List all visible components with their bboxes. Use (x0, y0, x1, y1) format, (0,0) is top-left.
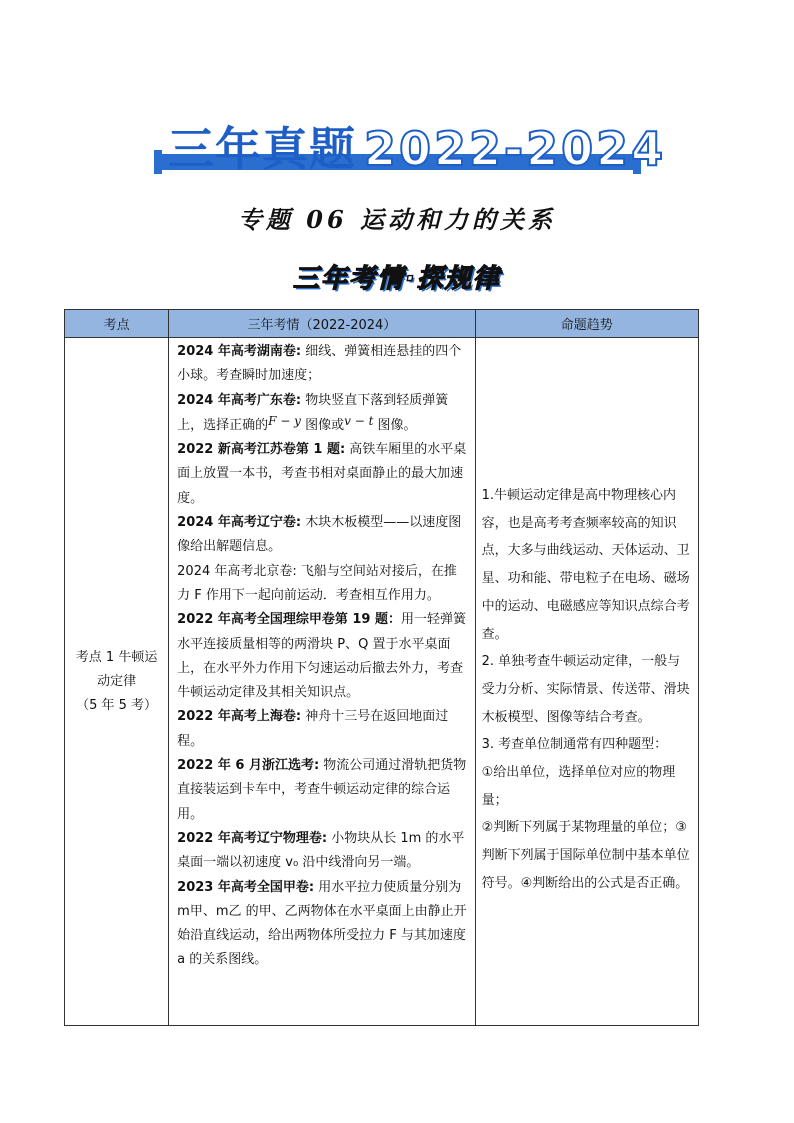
topic-line: 考点 1 牛顿运 (75, 649, 158, 665)
exam-history-cell (169, 338, 475, 1026)
list-item: 2023 年高考全国甲卷: 用水平拉力使质量分别为 m甲、m乙 的甲、乙两物体在水平桌面上由静止开始沿直线运动，给出两物体所受拉力 F 与其加速度 a 的关系图线。 (177, 879, 467, 968)
table-row (65, 338, 699, 1026)
trend-paragraph: 1.牛顿运动定律是高中物理核心内容，也是高考考查频率较高的知识点，大多与曲线运动、天体运动、卫星、功和能、带电粒子在电场、磁场中的运动、电磁感应等知识点综合考查。 (481, 488, 690, 642)
list-item: 2022 年高考全国理综甲卷第 19 题：用一轻弹簧水平连接质量相等的两滑块 P、Q 置于水平桌面上，在水平外力作用下匀速运动后撤去外力，考查牛顿运动定律及其相关知识点。 (177, 612, 467, 701)
trend-cell (475, 338, 698, 1026)
header-trend: 命题趋势 (475, 310, 698, 338)
header-topic: 考点 (65, 310, 169, 338)
banner-years: 2022-2024 (364, 122, 667, 176)
list-item: 2024 年高考北京卷: 飞船与空间站对接后，在推力 F 作用下一起向前运动．考查相互作用力。 (177, 563, 457, 603)
banner-title (168, 120, 666, 178)
exam-analysis-table (64, 309, 699, 1026)
section-banner (278, 262, 516, 296)
section-banner-text: 三年考情·探规律 (293, 264, 501, 294)
list-item: 2024 年高考辽宁卷: 木块木板模型——以速度图像给出解题信息。 (177, 515, 462, 555)
list-item: 2022 年 6 月浙江选考: 物流公司通过滑轨把货物直接装运到卡车中，考查牛顿运动定律的综合运用。 (177, 758, 467, 822)
trend-paragraph: 3. 考查单位制通常有四种题型： (481, 737, 668, 753)
list-item: 2024 年高考湖南卷: 细线、弹簧相连悬挂的四个小球。考查瞬时加速度； (177, 344, 462, 384)
topic-line: 动定律 (97, 673, 137, 689)
header-exam-history: 三年考情（2022-2024） (169, 310, 475, 338)
title-banner (160, 120, 667, 178)
topic-cell (65, 338, 169, 1026)
list-item: 2024 年高考广东卷: 物块竖直下落到轻质弹簧上，选择正确的F − y 图像或v − t 图像。 (177, 392, 449, 433)
list-item: 2022 新高考江苏卷第 1 题: 高铁车厢里的水平桌面上放置一本书，考查书相对桌面静止的最大加速度。 (177, 442, 467, 506)
topic-count: （5 年 5 考） (76, 697, 158, 713)
trend-paragraph: 2. 单独考查牛顿运动定律，一般与受力分析、实际情景、传送带、滑块木板模型、图像等结合考查。 (481, 654, 690, 725)
table-header-row (65, 310, 699, 338)
document-subtitle: 专题 06 运动和力的关系 (237, 205, 557, 234)
list-item: 2022 年高考上海卷: 神舟十三号在返回地面过程。 (177, 709, 449, 749)
list-item: 2022 年高考辽宁物理卷: 小物块从长 1m 的水平桌面一端以初速度 v₀ 沿中线滑向另一端。 (177, 830, 465, 871)
banner-main-text: 三年真题 (168, 122, 356, 176)
trend-paragraph: ①给出单位，选择单位对应的物理量； (481, 765, 676, 808)
trend-paragraph: ②判断下列属于某物理量的单位；③判断下列属于国际单位制中基本单位符号。④判断给出的公式是否正确。 (481, 820, 690, 891)
